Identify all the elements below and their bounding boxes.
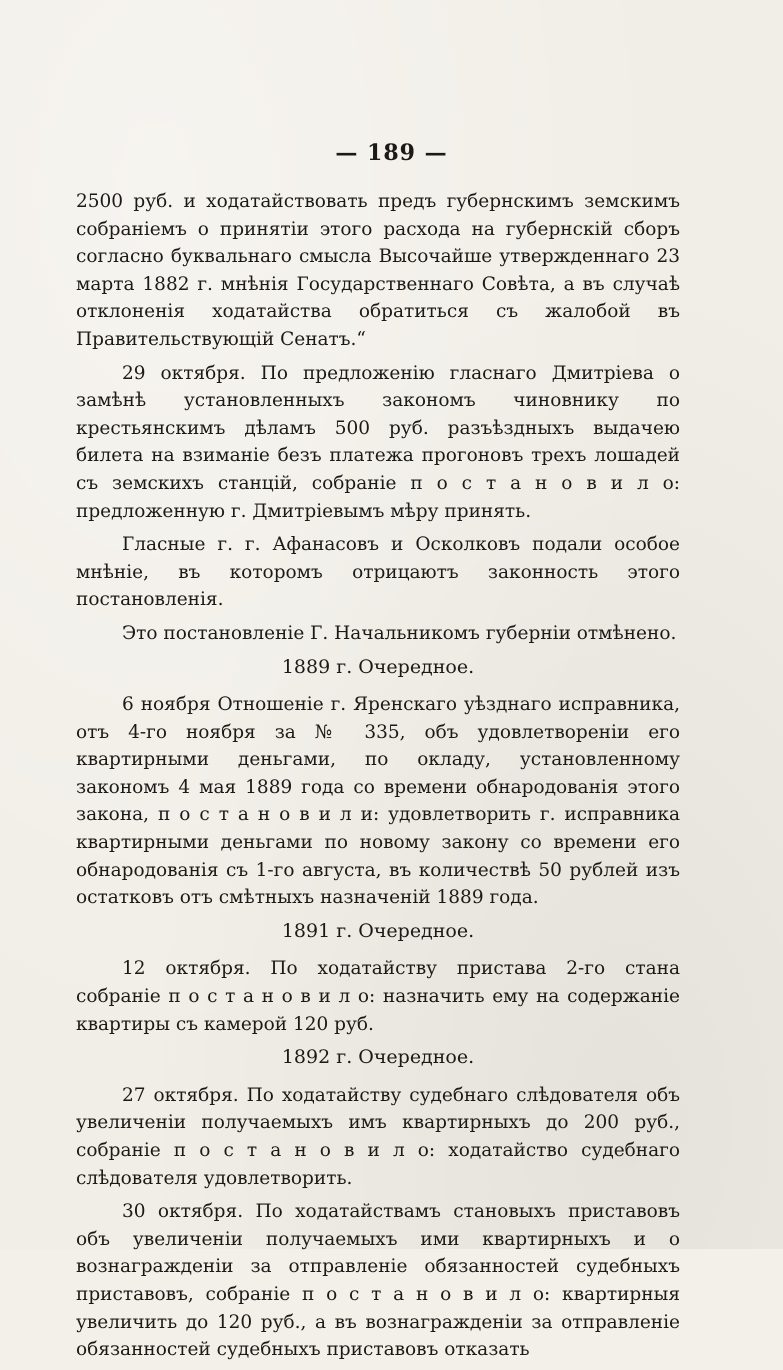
page-number: — 189 — — [335, 140, 448, 166]
paragraph-8: 30 октября. По ходатайствамъ становыхъ приставовъ объ увеличеніи получаемыхъ ими квартирныхъ и о вознагражденіи за отправленіе обязанностей судебныхъ приставовъ, собраніе п о с т а н о в и л о: квартирныя увеличить до 120 руб., а въ вознагражденіи за отправленіе обязанностей судебныхъ приставовъ отказать — [76, 1201, 680, 1361]
section-heading-1892: 1892 г. Очередное. — [281, 1046, 475, 1069]
section-heading-1889: 1889 г. Очередное. — [281, 655, 475, 678]
paragraph-4: Это постановленіе Г. Начальникомъ губерніи отмѣнено. — [122, 622, 677, 644]
paragraph-7: 27 октября. По ходатайству судебнаго слѣдователя объ увеличеніи получаемыхъ имъ квартирныхъ до 200 руб., собраніе п о с т а н о в и л о: ходатайство судебнаго слѣдователя удовлетворить. — [76, 1084, 680, 1189]
paragraph-1: 2500 руб. и ходатайствовать предъ губернскимъ земскимъ собраніемъ о принятіи этого расхода на губернскій сборъ согласно буквальнаго смысла Высочайше утвержденнаго 23 марта 1882 г. мнѣнія Государственнаго Совѣта, а въ случаѣ отклоненія ходатайства обратиться съ жалобой въ Правительствующій Сенатъ.“ — [76, 191, 680, 350]
paragraph-5: 6 ноября Отношеніе г. Яренскаго уѣзднаго исправника, отъ 4-го ноября за № 335, объ удовлетвореніи его квартирными деньгами, по окладу, установленному закономъ 4 мая 1889 года со времени обнародованія этого закона, п о с т а н о в и л и: удовлетворить г. исправника квартирными деньгами по новому закону со времени его обнародованія съ 1-го августа, въ количествѣ 50 рублей изъ остатковъ отъ смѣтныхъ назначеній 1889 года. — [76, 694, 680, 909]
text-body — [76, 188, 680, 1370]
paragraph-6: 12 октября. По ходатайству пристава 2-го стана собраніе п о с т а н о в и л о: назначить ему на содержаніе квартиры съ камерой 120 руб. — [76, 958, 680, 1035]
paragraph-2: 29 октября. По предложенію гласнаго Дмитріева о замѣнѣ установленныхъ закономъ чиновнику по крестьянскимъ дѣламъ 500 руб. разъѣздныхъ выдачею билета на взиманіе безъ платежа прогоновъ трехъ лошадей съ земскихъ станцій, собраніе п о с т а н о в и л о: предложенную г. Дмитріевымъ мѣру принять. — [76, 362, 680, 522]
section-heading-1891: 1891 г. Очередное. — [281, 919, 475, 942]
paragraph-3: Гласные г. г. Афанасовъ и Осколковъ подали особое мнѣніе, въ которомъ отрицаютъ законность этого постановленія. — [76, 534, 680, 611]
